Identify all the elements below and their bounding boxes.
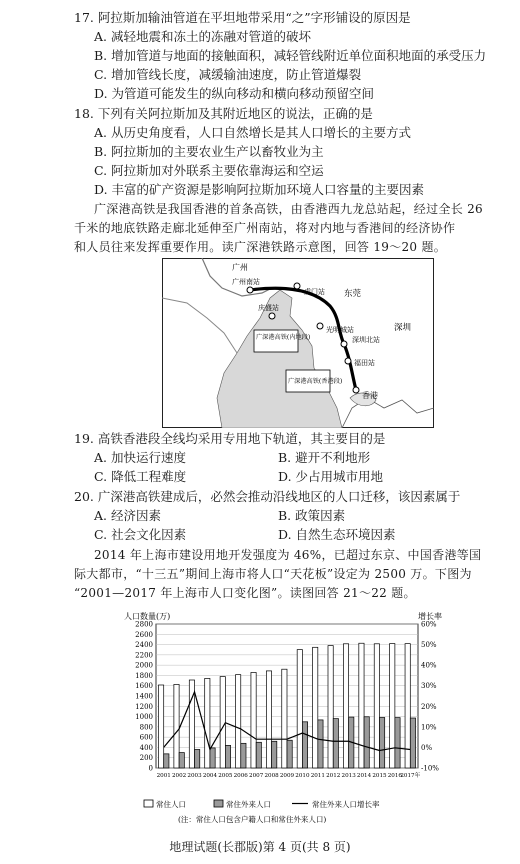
station-west-kowloon <box>353 387 359 393</box>
bar-resident <box>236 675 241 768</box>
bar-migrant <box>318 720 323 768</box>
bar-migrant <box>195 749 200 768</box>
label-xianggang: 香港 <box>362 391 378 400</box>
q17-stem: 17. 阿拉斯加输油管道在平坦地带采用“之”字形铺设的原因是 <box>74 10 411 25</box>
xtick-label: 2004 <box>202 773 218 779</box>
xtick-label: 2013 <box>341 773 356 779</box>
ytick-left-label: 1800 <box>135 671 153 680</box>
ytick-left-label: 1200 <box>135 702 153 711</box>
bar-resident <box>313 647 318 768</box>
passage1-line2: 千米的地底铁路走廊北延伸至广州南站，将对内地与香港间的经济协作 <box>74 221 456 235</box>
label-shenzhen-north: 深圳北站 <box>352 336 380 344</box>
bar-resident <box>328 646 333 768</box>
ytick-right-label: 10% <box>421 723 437 732</box>
xtick-label: 2015 <box>372 773 387 779</box>
bar-resident <box>158 685 163 768</box>
passage2-line3: “2001—2017 年上海市人口变化图”。读图回答 21～22 题。 <box>74 586 416 600</box>
q20-option-d: D. 自然生态环境因素 <box>278 527 396 542</box>
ytick-right-label: 40% <box>421 661 437 670</box>
chart-ylabel-left: 人口数量(万) <box>124 612 171 621</box>
bar-resident <box>220 677 225 768</box>
xtick-label: 2008 <box>264 773 279 779</box>
legend-migrant: 常住外来人口 <box>226 800 271 809</box>
bar-migrant <box>287 740 292 768</box>
bar-migrant <box>333 719 338 768</box>
q19-stem: 19. 高铁香港段全线均采用专用地下轨道，其主要目的是 <box>74 431 386 446</box>
q18-option-d: D. 丰富的矿产资源是影响阿拉斯加环境人口容量的主要因素 <box>94 182 425 197</box>
ytick-right-label: 50% <box>421 641 437 650</box>
station-guangzhou-south <box>247 287 253 293</box>
ytick-right-label: 30% <box>421 682 437 691</box>
label-guangzhou-south: 广州南站 <box>232 278 260 286</box>
passage2-line2: 际大都市，“十三五”期间上海市将人口“天花板”设定为 2500 万。下图为 <box>74 567 472 581</box>
xtick-label: 2014 <box>356 773 372 779</box>
bar-resident <box>282 669 287 768</box>
legend-growth: 常住外来人口增长率 <box>312 800 380 809</box>
label-dongguan: 东莞 <box>344 289 362 299</box>
label-humen: 虎门站 <box>304 288 325 296</box>
bar-migrant <box>302 722 307 768</box>
q20-option-b: B. 政策因素 <box>278 508 346 523</box>
bar-resident <box>251 672 256 768</box>
legend-swatch-resident <box>144 800 153 807</box>
station-shenzhen-north <box>341 341 347 347</box>
q19-option-d: D. 少占用城市用地 <box>278 469 384 484</box>
legend-swatch-migrant <box>214 800 223 807</box>
q17-option-b: B. 增加管道与地面的接触面积，减轻管线附近单位面积地面的承受压力 <box>94 48 487 63</box>
ytick-left-label: 800 <box>139 723 153 732</box>
xtick-label: 2001 <box>156 773 171 779</box>
q17-option-d: D. 为管道可能发生的纵向移动和横向移动预留空间 <box>94 86 375 101</box>
xtick-label: 2012 <box>326 773 341 779</box>
q19-option-c: C. 降低工程难度 <box>94 469 187 484</box>
ytick-left-label: 2200 <box>135 651 153 660</box>
bar-resident <box>359 643 364 768</box>
bar-resident <box>205 678 210 768</box>
ytick-left-label: 2800 <box>135 620 153 629</box>
xtick-label: 2002 <box>171 773 187 779</box>
bar-resident <box>174 684 179 768</box>
xtick-label: 2010 <box>295 773 310 779</box>
q17-option-a: A. 减轻地震和冻土的冻融对管道的破坏 <box>94 29 311 44</box>
bar-migrant <box>179 753 184 768</box>
bar-migrant <box>272 741 277 768</box>
label-guangming: 光明城站 <box>326 326 354 334</box>
passage2-line1: 2014 年上海市建设用地开发强度为 46%，已超过东京、中国香港等国 <box>94 548 482 562</box>
ytick-left-label: 2600 <box>135 630 153 639</box>
label-hk-section: 广深港高铁(香港段) <box>288 378 343 385</box>
q18-option-b: B. 阿拉斯加的主要农业生产以畜牧业为主 <box>94 144 324 159</box>
ytick-left-label: 2000 <box>135 661 153 670</box>
ytick-right-label: 20% <box>421 702 437 711</box>
bar-migrant <box>225 745 230 768</box>
ytick-left-label: 400 <box>139 743 153 752</box>
label-shenzhen: 深圳 <box>394 323 412 333</box>
bar-migrant <box>379 717 384 768</box>
xtick-label: 2016 <box>387 773 403 779</box>
ytick-left-label: 1600 <box>135 682 153 691</box>
q18-option-a: A. 从历史角度看，人口自然增长是其人口增长的主要方式 <box>94 125 411 140</box>
passage1-line3: 和人员往来发挥重要作用。读广深港铁路示意图，回答 19～20 题。 <box>74 240 447 254</box>
ytick-right-label: 0% <box>421 743 433 752</box>
legend-resident: 常住人口 <box>156 800 186 809</box>
population-chart <box>122 610 452 835</box>
ytick-left-label: 200 <box>139 754 153 763</box>
label-qingsheng: 庆盛站 <box>258 304 279 312</box>
chart-ylabel-right: 增长率 <box>418 612 442 621</box>
bar-resident <box>266 671 271 768</box>
label-mainland-section: 广深港高铁(内地段) <box>256 334 311 341</box>
ytick-right-label: 60% <box>421 620 437 629</box>
q17-option-c: C. 增加管线长度，减缓输油速度，防止管道爆裂 <box>94 67 362 82</box>
bar-migrant <box>395 718 400 768</box>
bar-migrant <box>241 743 246 768</box>
q20-option-c: C. 社会文化因素 <box>94 527 187 542</box>
xtick-label: 2009 <box>279 773 295 779</box>
q19-option-b: B. 避开不利地形 <box>278 450 371 465</box>
ytick-left-label: 0 <box>148 764 153 773</box>
q20-option-a: A. 经济因素 <box>94 508 161 523</box>
ytick-left-label: 2400 <box>135 641 153 650</box>
station-guangming <box>317 323 323 329</box>
q18-option-c: C. 阿拉斯加对外联系主要依靠海运和空运 <box>94 163 324 178</box>
chart-note: (注：常住人口包含户籍人口和常住外来人口) <box>178 815 327 824</box>
q18-stem: 18. 下列有关阿拉斯加及其附近地区的说法，正确的是 <box>74 106 373 121</box>
bar-resident <box>297 650 302 768</box>
ytick-right-label: -10% <box>421 764 439 773</box>
xtick-label: 2017年 <box>400 773 421 779</box>
xtick-label: 2007 <box>249 773 264 779</box>
railway-map <box>162 258 434 428</box>
xtick-label: 2003 <box>187 773 202 779</box>
label-futian: 福田站 <box>354 359 375 367</box>
bar-migrant <box>364 717 369 768</box>
bar-resident <box>343 644 348 768</box>
station-humen <box>294 283 300 289</box>
ytick-left-label: 600 <box>139 733 153 742</box>
bar-migrant <box>210 748 215 768</box>
q19-option-a: A. 加快运行速度 <box>94 450 186 465</box>
label-guangzhou: 广州 <box>232 263 248 272</box>
xtick-label: 2006 <box>233 773 248 779</box>
passage1-line1: 广深港高铁是我国香港的首条高铁，由香港西九龙总站起，经过全长 26 <box>94 202 483 216</box>
ytick-left-label: 1000 <box>135 713 153 722</box>
station-futian <box>345 358 351 364</box>
xtick-label: 2005 <box>218 773 233 779</box>
bar-migrant <box>164 754 169 768</box>
ytick-left-label: 1400 <box>135 692 153 701</box>
station-qingsheng <box>269 313 275 319</box>
q20-stem: 20. 广深港高铁建成后，必然会推动沿线地区的人口迁移，该因素属于 <box>74 489 461 504</box>
bar-migrant <box>410 718 415 768</box>
page-footer: 地理试题(长郡版)第 4 页(共 8 页) <box>169 840 351 854</box>
bar-migrant <box>256 742 261 768</box>
xtick-label: 2011 <box>310 773 325 779</box>
bar-resident <box>390 644 395 768</box>
